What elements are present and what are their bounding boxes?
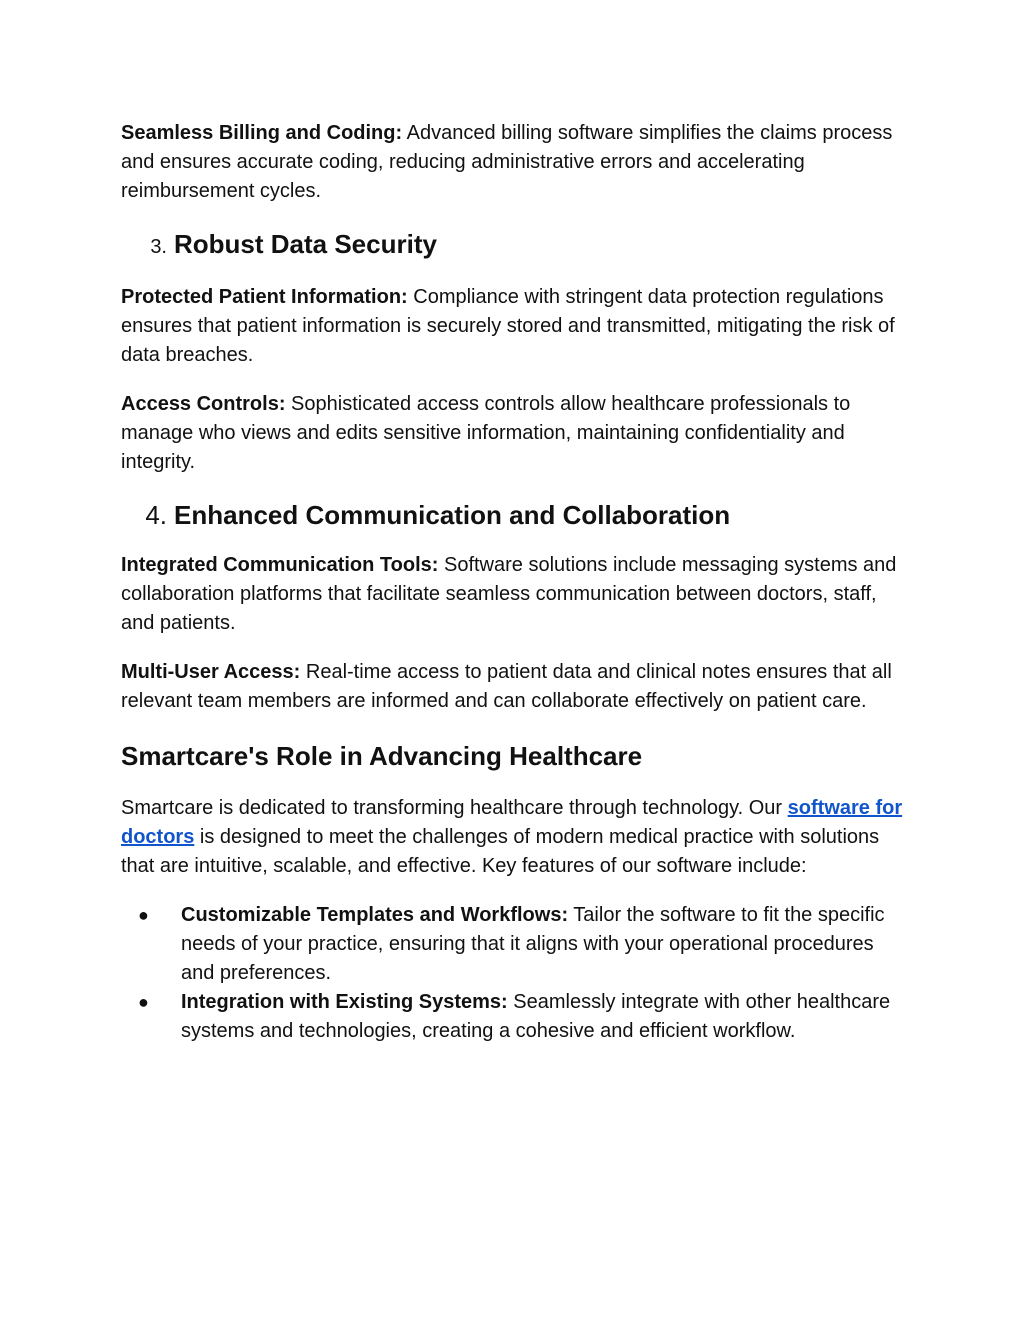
bullet-term: Integration with Existing Systems: [181, 991, 508, 1013]
section-heading-smartcare-role: Smartcare's Role in Advancing Healthcare [121, 741, 643, 771]
heading-title: Robust Data Security [174, 229, 437, 259]
role-paragraph [121, 794, 905, 881]
access-paragraph [121, 390, 905, 477]
bullet-text: Tailor the software to fit the specific needs of your practice, ensuring that it aligns with your operational procedures and preferences. [181, 904, 885, 984]
integrated-term: Integrated Communication Tools: [121, 554, 439, 576]
integrated-text: Software solutions include messaging systems and collaboration platforms that facilitate seamless communication between doctors, staff, and patients. [121, 554, 897, 634]
bullet-icon: ● [138, 905, 149, 925]
multiuser-term: Multi-User Access: [121, 661, 301, 683]
features-list [121, 901, 905, 1046]
protected-term: Protected Patient Information: [121, 286, 408, 308]
billing-paragraph [121, 119, 905, 206]
heading-title: Enhanced Communication and Collaboration [174, 500, 731, 530]
billing-text: Advanced billing software simplifies the claims process and ensures accurate coding, reducing administrative errors and accelerating reimbursement cycles. [121, 122, 893, 202]
billing-term: Seamless Billing and Coding: [121, 122, 403, 144]
access-term: Access Controls: [121, 393, 286, 415]
protected-paragraph [121, 283, 905, 370]
document-page [121, 119, 905, 1046]
software-for-doctors-link[interactable]: software for doctors [121, 797, 903, 848]
heading-number: 3. [150, 236, 167, 258]
heading-number: 4. [145, 500, 167, 530]
role-text-after: is designed to meet the challenges of modern medical practice with solutions that are intuitive, scalable, and effective. Key features of our software include: [121, 826, 880, 877]
heading-enhanced-communication [121, 499, 905, 531]
bullet-text: Seamlessly integrate with other healthcare systems and technologies, creating a cohesive and efficient workflow. [181, 991, 891, 1042]
role-text-before: Smartcare is dedicated to transforming healthcare through technology. Our [121, 797, 788, 819]
list-item [121, 988, 905, 1046]
multiuser-paragraph [121, 658, 905, 716]
bullet-icon: ● [138, 992, 149, 1012]
heading-robust-data-security [121, 228, 905, 263]
bullet-term: Customizable Templates and Workflows: [181, 904, 569, 926]
integrated-paragraph [121, 551, 905, 638]
list-item [121, 901, 905, 988]
multiuser-text: Real-time access to patient data and clinical notes ensures that all relevant team members are informed and can collaborate effectively on patient care. [121, 661, 892, 712]
access-text: Sophisticated access controls allow healthcare professionals to manage who views and edits sensitive information, maintaining confidentiality and integrity. [121, 393, 851, 473]
protected-text: Compliance with stringent data protection regulations ensures that patient information is securely stored and transmitted, mitigating the risk of data breaches. [121, 286, 895, 366]
